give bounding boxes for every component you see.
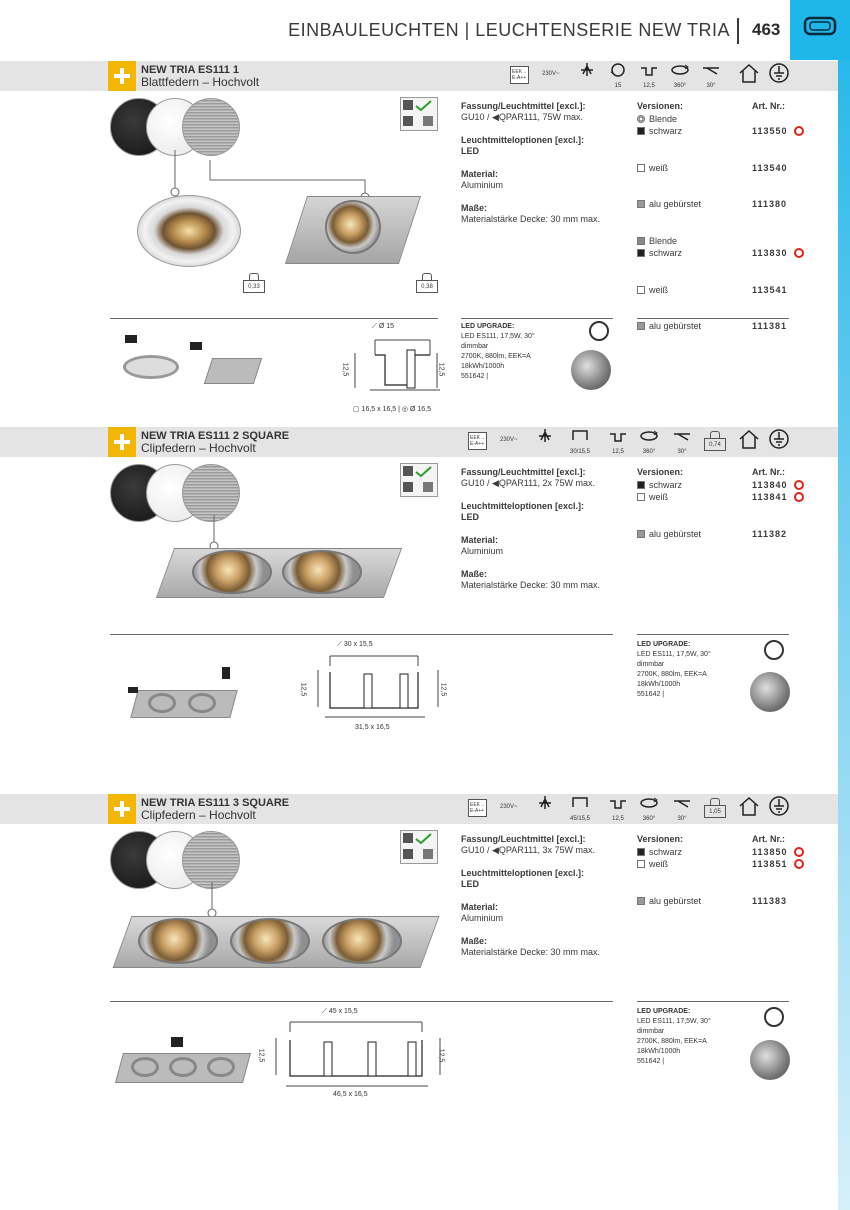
energy-class-icon: EEK→ E-A++ [468, 432, 487, 450]
new-badge-icon [794, 492, 804, 502]
lamp-option-icon [400, 463, 438, 497]
version-row [637, 528, 807, 540]
tilt-30-icon: 30° [667, 427, 697, 455]
spec-block: Fassung/Leuchtmittel [excl.]: GU10 / ◀QPAR111, 75W max. Leuchtmitteloptionen [excl.]: LED Material: Aluminium Maße: Materialstärke Decke: 30 mm max. [461, 101, 631, 237]
weight-icon: 0,38 [416, 271, 438, 293]
led-lamp-image [750, 672, 790, 712]
cutout-dimension: ⟋ 45 x 15,5 [322, 1008, 358, 1015]
height-dimension: 12,5 [437, 1048, 445, 1063]
version-row [637, 491, 807, 503]
height-dimension: 12,5 [437, 362, 445, 377]
fixture-lamp [192, 550, 272, 594]
article-number: 113850 [752, 847, 788, 857]
finish-swatch-icon [637, 848, 645, 856]
indoor-house-icon [734, 61, 764, 89]
new-badge-icon [794, 847, 804, 857]
version-row [637, 235, 807, 247]
product-title: NEW TRIA ES111 1 [141, 64, 240, 76]
version-row [637, 895, 807, 907]
finish-swatch-icon [637, 481, 645, 489]
section-rule [637, 318, 789, 319]
technical-drawing [345, 335, 445, 405]
lamp-option-icon [400, 830, 438, 864]
led-upgrade-block: LED UPGRADE: LED ES111, 17,5W, 30° dimmbar 2700K, 880lm, EEK=A 18kWh/1000h 551642 | [637, 641, 711, 698]
led-icon: LED [461, 146, 479, 156]
section-band-2 [0, 427, 838, 457]
version-label: alu gebürstet [649, 199, 702, 209]
product-title: NEW TRIA ES111 3 SQUARE [141, 797, 290, 809]
product-subtitle: Clipfedern – Hochvolt [141, 808, 256, 822]
finish-swatch-icon [637, 286, 645, 294]
section-rule [461, 318, 613, 319]
finish-swatch-icon [637, 115, 645, 123]
version-row [637, 479, 807, 491]
version-row [637, 320, 807, 332]
version-row [637, 113, 807, 125]
version-label: schwarz [649, 126, 683, 136]
version-label: weiß [649, 163, 669, 173]
finish-swatch-icon [637, 127, 645, 135]
section-rule [637, 1001, 789, 1002]
rotate-360-icon: 360° [634, 427, 664, 455]
technical-drawing [262, 1018, 447, 1090]
led-icon: LED [461, 512, 479, 522]
protection-class-icon [764, 794, 794, 822]
section-rule [110, 1001, 613, 1002]
height-dimension: 12,5 [299, 682, 307, 697]
rotate-360-icon: 360° [665, 61, 695, 89]
drill-icon: ⟋ [372, 323, 377, 330]
install-depth-icon: 12,5 [603, 794, 633, 822]
recessed-square-icon [802, 12, 838, 42]
drill-icon: ⟋ [322, 1008, 327, 1015]
protection-class-icon [764, 61, 794, 89]
finish-swatch-icon [637, 860, 645, 868]
fixture-lamp [322, 918, 402, 964]
version-label: weiß [649, 285, 669, 295]
product-title: NEW TRIA ES111 2 SQUARE [141, 430, 290, 442]
dimmable-icon [764, 640, 784, 660]
article-number: 113550 [752, 126, 788, 136]
height-dimension: 12,5 [439, 682, 447, 697]
art-nr-header: Art. Nr.: [752, 467, 786, 477]
install-depth-icon: 12,5 [634, 61, 664, 89]
version-label: schwarz [649, 480, 683, 490]
installation-photo-square [190, 340, 260, 385]
tilt-30-icon: 30° [667, 794, 697, 822]
weight-icon: 1,05 [704, 796, 726, 818]
finish-brushed-swatch [182, 98, 240, 156]
new-badge-icon [794, 126, 804, 136]
side-color-strip [838, 0, 850, 1210]
spec-block: Fassung/Leuchtmittel [excl.]: GU10 / ◀QPAR111, 2x 75W max. Leuchtmitteloptionen [excl.]: LED Material: Aluminium Maße: Materialstärke Decke: 30 mm max. [461, 467, 631, 603]
led-upgrade-block: LED UPGRADE: LED ES111, 17,5W, 30° dimmbar 2700K, 880lm, EEK=A 18kWh/1000h 551642 | [637, 1008, 711, 1065]
led-lamp-image [571, 350, 611, 390]
version-label: alu gebürstet [649, 321, 702, 331]
voltage-label: 230V~ [542, 71, 560, 77]
version-row [637, 247, 807, 259]
installation-photo [128, 665, 238, 725]
article-number: 113540 [752, 163, 788, 173]
header-separator [737, 18, 739, 44]
dimmable-icon [764, 1007, 784, 1027]
new-badge-icon [794, 859, 804, 869]
light-direction-icon [530, 427, 560, 455]
drill-icon: ⟋ [337, 641, 342, 648]
led-icon: LED [461, 879, 479, 889]
section-band-3 [0, 794, 838, 824]
version-row [637, 198, 807, 210]
version-label: Blende [649, 114, 678, 124]
finish-brushed-swatch [182, 831, 240, 889]
spec-block: Fassung/Leuchtmittel [excl.]: GU10 / ◀QPAR111, 3x 75W max. Leuchtmitteloptionen [excl.]: LED Material: Aluminium Maße: Materialstärke Decke: 30 mm max. [461, 834, 631, 970]
page-title: EINBAULEUCHTEN | LEUCHTENSERIE NEW TRIA [288, 20, 730, 40]
section-rule [110, 318, 438, 319]
finish-swatch-icon [637, 493, 645, 501]
page-header [0, 0, 850, 62]
square-fixture-lamp [325, 200, 381, 254]
light-direction-icon [572, 61, 602, 89]
voltage-label: 230V~ [500, 437, 518, 443]
versions-header: Versionen: [637, 834, 684, 844]
article-number: 113541 [752, 285, 788, 295]
versions-header: Versionen: [637, 467, 684, 477]
indoor-house-icon [734, 427, 764, 455]
led-upgrade-block: LED UPGRADE: LED ES111, 17,5W, 30° dimmbar 2700K, 880lm, EEK=A 18kWh/1000h 551642 | [461, 323, 535, 380]
installation-photo-round [115, 335, 185, 380]
new-badge-icon [794, 248, 804, 258]
fixture-lamp [230, 918, 310, 964]
finish-swatch-icon [637, 530, 645, 538]
finish-swatch-icon [637, 897, 645, 905]
article-number: 113841 [752, 492, 788, 502]
protection-class-icon [764, 427, 794, 455]
version-label: schwarz [649, 847, 683, 857]
article-number: 111380 [752, 199, 788, 209]
article-number: 113840 [752, 480, 788, 490]
art-nr-header: Art. Nr.: [752, 834, 786, 844]
round-fixture-image [137, 195, 241, 267]
finish-swatch-icon [637, 322, 645, 330]
cutout-dimension: ⟋ 30 x 15,5 [337, 641, 373, 648]
light-direction-icon [530, 794, 560, 822]
version-row [637, 125, 807, 137]
plus-icon [108, 427, 136, 457]
art-nr-header: Art. Nr.: [752, 101, 786, 111]
section-rule [110, 634, 613, 635]
article-number: 111383 [752, 896, 788, 906]
lamp-option-icon [400, 97, 438, 131]
technical-drawing [300, 652, 450, 722]
energy-class-icon: EEK→ E-A++ [468, 799, 487, 817]
finish-brushed-swatch [182, 464, 240, 522]
cutout-round-icon: 15 [603, 61, 633, 89]
section-rule [637, 634, 789, 635]
plus-icon [108, 61, 136, 91]
category-tab[interactable] [790, 0, 850, 60]
led-lamp-image [750, 1040, 790, 1080]
product-subtitle: Blattfedern – Hochvolt [141, 75, 260, 89]
version-row [637, 284, 807, 296]
version-label: weiß [649, 492, 669, 502]
version-label: schwarz [649, 248, 683, 258]
version-row [637, 846, 807, 858]
section-band-1 [0, 61, 838, 91]
cutout-dimension: ⟋ Ø 15 [372, 323, 395, 330]
version-row [637, 858, 807, 870]
new-badge-icon [794, 480, 804, 490]
product-subtitle: Clipfedern – Hochvolt [141, 441, 256, 455]
voltage-label: 230V~ [500, 804, 518, 810]
version-label: Blende [649, 236, 678, 246]
tilt-30-icon: 30° [696, 61, 726, 89]
height-dimension: 12,5 [257, 1048, 265, 1063]
height-dimension: 12,5 [341, 362, 349, 377]
article-number: 113851 [752, 859, 788, 869]
version-label: alu gebürstet [649, 529, 702, 539]
version-label: alu gebürstet [649, 896, 702, 906]
fixture-lamp [138, 918, 218, 964]
versions-header: Versionen: [637, 101, 684, 111]
plus-icon [108, 794, 136, 824]
fixture-lamp [282, 550, 362, 594]
cutout-square-icon: 30/15,5 [565, 427, 595, 455]
finish-swatch-icon [637, 237, 645, 245]
install-depth-icon: 12,5 [603, 427, 633, 455]
indoor-house-icon [734, 794, 764, 822]
article-number: 113830 [752, 248, 788, 258]
finish-swatch-icon [637, 249, 645, 257]
fixture-dimension: 31,5 x 16,5 [355, 724, 390, 731]
weight-icon: 0,74 [704, 429, 726, 451]
finish-swatch-icon [637, 164, 645, 172]
energy-class-icon: EEK→ E-A++ [510, 66, 529, 84]
weight-icon: 0,33 [243, 271, 265, 293]
page-number: 463 [752, 20, 781, 39]
dimmable-icon [589, 321, 609, 341]
article-number: 111382 [752, 529, 788, 539]
finish-swatch-icon [637, 200, 645, 208]
cutout-square-icon: 45/15,5 [565, 794, 595, 822]
fixture-dimension: 46,5 x 16,5 [333, 1091, 368, 1098]
version-row [637, 162, 807, 174]
rotate-360-icon: 360° [634, 794, 664, 822]
version-label: weiß [649, 859, 669, 869]
fixture-dimension: ▢ 16,5 x 16,5 | ◎ Ø 16,5 [353, 406, 431, 413]
article-number: 111381 [752, 321, 788, 331]
installation-photo [113, 1013, 248, 1088]
